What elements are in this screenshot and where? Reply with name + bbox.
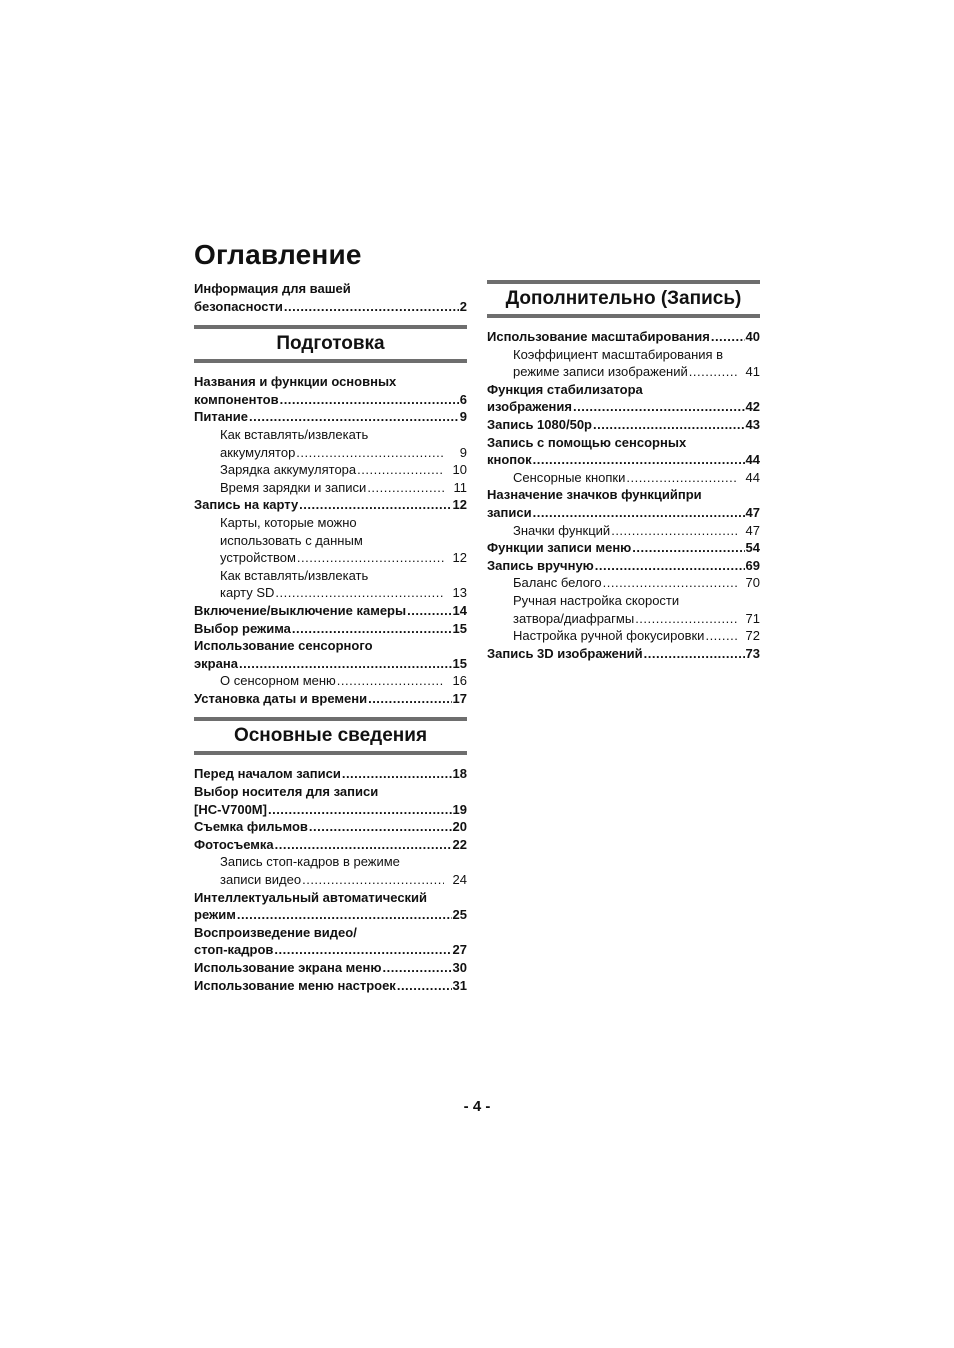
toc-entry[interactable] (194, 783, 467, 818)
toc-entry[interactable] (487, 486, 760, 521)
toc-entry-title-line: Функция стабилизатора (487, 381, 643, 397)
toc-entry-title: безопасности (194, 298, 283, 314)
toc-page-number: 30 (452, 960, 467, 975)
dot-leader (237, 906, 452, 924)
toc-entry[interactable] (487, 539, 760, 557)
dot-leader (705, 627, 737, 645)
dot-leader (407, 602, 451, 620)
toc-page-number: 71 (745, 610, 760, 626)
toc-entry-title-line: Названия и функции основных (194, 374, 397, 390)
toc-entry-title: Запись на карту (194, 497, 299, 513)
toc-page-number: 31 (452, 977, 467, 993)
toc-page-number: 40 (745, 329, 760, 344)
toc-section (194, 325, 467, 707)
toc-page-number: 47 (745, 522, 760, 538)
toc-entry[interactable] (194, 836, 467, 854)
toc-entry[interactable] (194, 672, 467, 690)
toc-page-number: 15 (452, 655, 467, 671)
toc-page-number: 24 (452, 872, 467, 888)
toc-entry[interactable] (194, 889, 467, 924)
toc-entry-title: устройством (220, 550, 296, 566)
toc-page-number: 15 (452, 620, 467, 636)
toc-entry[interactable] (487, 346, 760, 381)
dot-leader (302, 871, 444, 889)
toc-entry[interactable] (194, 620, 467, 638)
toc-entry-title: изображения (487, 399, 572, 415)
dot-leader (280, 391, 459, 409)
toc-entry-title-line: Использование сенсорного (194, 638, 373, 654)
toc-page-number: 9 (459, 444, 467, 460)
toc-page-number: 54 (745, 540, 760, 556)
toc-entry-list (487, 328, 760, 662)
toc-entry[interactable] (194, 853, 467, 888)
toc-entry-title: режиме записи изображений (513, 364, 688, 380)
toc-page-number: 47 (745, 504, 760, 520)
toc-section (487, 280, 760, 662)
toc-entry-title-line: Запись стоп-кадров в режиме (220, 854, 400, 870)
dot-leader (309, 818, 452, 836)
dot-leader (367, 479, 444, 497)
toc-entry[interactable] (194, 514, 467, 567)
toc-page-number: 43 (745, 416, 760, 432)
toc-entry[interactable] (194, 461, 467, 479)
toc-entry-title: режим (194, 907, 236, 923)
toc-entry-title: Баланс белого (513, 575, 602, 591)
dot-leader (382, 959, 451, 977)
toc-entry[interactable] (194, 280, 467, 315)
dot-leader (533, 451, 745, 469)
toc-page-number: 14 (452, 602, 467, 618)
toc-page-number: 18 (452, 766, 467, 782)
toc-page-number: 12 (452, 550, 467, 566)
dot-leader (342, 765, 452, 783)
toc-entry[interactable] (487, 574, 760, 592)
toc-entry[interactable] (194, 977, 467, 995)
dot-leader (593, 416, 745, 434)
dot-leader (299, 496, 451, 514)
dot-leader (533, 504, 745, 522)
toc-entry-title-line: Назначение значков функцийпри (487, 487, 702, 503)
toc-page-number: 16 (452, 673, 467, 689)
dot-leader (635, 610, 737, 628)
toc-entry[interactable] (487, 557, 760, 575)
toc-page-number: 13 (452, 585, 467, 601)
toc-entry-title: Использование меню настроек (194, 977, 396, 993)
toc-entry[interactable] (487, 627, 760, 645)
toc-entry-title-line: Интеллектуальный автоматический (194, 889, 428, 905)
toc-entry-title-line: Как вставлять/извлекать (220, 426, 369, 442)
toc-entry[interactable] (487, 416, 760, 434)
dot-leader (274, 941, 451, 959)
dot-leader (711, 328, 745, 346)
toc-page-number: 41 (745, 364, 760, 380)
dot-leader (275, 836, 452, 854)
toc-page-number: 25 (452, 907, 467, 923)
toc-entry-title: карту SD (220, 585, 275, 601)
toc-entry-title: О сенсорном меню (220, 673, 336, 689)
toc-entry-title: затвора/диафрагмы (513, 610, 635, 626)
dot-leader (397, 977, 452, 995)
dot-leader (689, 363, 737, 381)
toc-page-number: 73 (745, 645, 760, 661)
dot-leader (297, 549, 444, 567)
dot-leader (611, 522, 737, 540)
toc-page-number: 69 (745, 557, 760, 573)
toc-entry[interactable] (487, 434, 760, 469)
toc-entry[interactable] (487, 381, 760, 416)
toc-entry-title: Время зарядки и записи (220, 479, 367, 495)
dot-leader (357, 461, 444, 479)
dot-leader (368, 690, 451, 708)
toc-entry[interactable] (194, 818, 467, 836)
toc-page-number: 20 (452, 819, 467, 835)
toc-entry-title-line: Коэффициент масштабирования в (513, 346, 724, 362)
toc-entry[interactable] (194, 496, 467, 514)
toc-entry-title: Перед началом записи (194, 766, 341, 782)
toc-entry-title: записи видео (220, 872, 302, 888)
toc-page-number: 42 (745, 399, 760, 415)
toc-entry-title: Сенсорные кнопки (513, 469, 626, 485)
toc-entry-title: Использование экрана меню (194, 960, 382, 975)
page-title: Оглавление (194, 239, 362, 270)
toc-entry[interactable] (194, 959, 467, 977)
section-heading: Подготовка (194, 325, 467, 363)
toc-left-column (194, 280, 467, 994)
toc-entry-title-line: Ручная настройка скорости (513, 592, 680, 608)
toc-entry-title: стоп-кадров (194, 942, 274, 958)
toc-entry-title: Использование масштабирования (487, 329, 710, 344)
toc-entry-title: кнопок (487, 452, 532, 468)
toc-entry-title: компонентов (194, 391, 279, 407)
toc-entry-title: экрана (194, 655, 238, 671)
dot-leader (573, 398, 745, 416)
toc-entry-title: Питание (194, 409, 249, 425)
toc-entry[interactable] (194, 567, 467, 602)
toc-page-number: 17 (452, 690, 467, 706)
section-heading: Основные сведения (194, 717, 467, 755)
toc-entry[interactable] (194, 602, 467, 620)
dot-leader (249, 408, 459, 426)
toc-entry-title-line: Запись с помощью сенсорных (487, 434, 687, 450)
toc-page-number: 11 (453, 479, 467, 495)
toc-entry-title-line: Информация для вашей (194, 281, 351, 296)
toc-entry-title: Функции записи меню (487, 540, 632, 556)
toc-entry-title: Фотосъемка (194, 836, 274, 852)
dot-leader (337, 672, 444, 690)
toc-entry-title-line: использовать с данным (220, 532, 363, 548)
toc-entry-title: [HC-V700M] (194, 801, 267, 817)
toc-entry[interactable] (194, 479, 467, 497)
toc-page-number: 44 (745, 469, 760, 485)
toc-entry-title: Установка даты и времени (194, 690, 368, 706)
dot-leader (603, 574, 737, 592)
dot-leader (296, 444, 444, 462)
toc-entry[interactable] (487, 645, 760, 663)
toc-entry-title: Выбор режима (194, 620, 291, 636)
toc-page-number: 6 (459, 391, 467, 407)
dot-leader (626, 469, 737, 487)
toc-entry[interactable] (194, 637, 467, 672)
toc-entry[interactable] (194, 924, 467, 959)
toc-page-number: 12 (452, 497, 467, 513)
dot-leader (644, 645, 745, 663)
toc-right-column (487, 280, 760, 662)
toc-entry[interactable] (194, 690, 467, 708)
toc-page-number: 22 (452, 836, 467, 852)
toc-entry[interactable] (194, 373, 467, 408)
toc-entry-title: записи (487, 504, 532, 520)
toc-entry[interactable] (487, 592, 760, 627)
toc-entry-title-line: Карты, которые можно (220, 514, 357, 530)
toc-entry-title: Включение/выключение камеры (194, 602, 407, 618)
toc-entry[interactable] (194, 408, 467, 426)
dot-leader (632, 539, 744, 557)
toc-entry[interactable] (194, 426, 467, 461)
toc-page-number: 9 (459, 409, 467, 425)
toc-page-number: 19 (452, 801, 467, 817)
toc-entry-list (194, 765, 467, 994)
toc-entry[interactable] (487, 522, 760, 540)
toc-section (194, 717, 467, 994)
toc-entry[interactable] (487, 328, 760, 346)
toc-entry-title: Настройка ручной фокусировки (513, 628, 705, 644)
toc-entry-list (194, 373, 467, 707)
dot-leader (292, 620, 452, 638)
toc-page-number: 70 (745, 575, 760, 591)
toc-entry-title: Значки функций (513, 522, 611, 538)
toc-entry-title-line: Выбор носителя для записи (194, 784, 379, 800)
dot-leader (268, 801, 452, 819)
dot-leader (275, 584, 444, 602)
section-heading: Дополнительно (Запись) (487, 280, 760, 318)
toc-page-number: 44 (745, 452, 760, 468)
toc-entry-title: Запись 1080/50p (487, 416, 592, 432)
toc-page-number: 72 (745, 628, 760, 644)
toc-entry-title: Зарядка аккумулятора (220, 462, 357, 478)
toc-entry-title: аккумулятор (220, 444, 296, 460)
toc-page-number: 2 (459, 298, 467, 314)
toc-entry-title: Запись вручную (487, 557, 594, 573)
toc-entry-title-line: Как вставлять/извлекать (220, 567, 369, 583)
toc-entry[interactable] (194, 765, 467, 783)
toc-entry-title-line: Воспроизведение видео/ (194, 924, 357, 940)
toc-entry-title: Съемка фильмов (194, 819, 308, 835)
page-number: - 4 - (463, 1098, 491, 1115)
dot-leader (284, 298, 459, 316)
toc-page-number: 10 (452, 462, 467, 478)
toc-entry-title: Запись 3D изображений (487, 645, 643, 661)
toc-entry[interactable] (487, 469, 760, 487)
toc-page-number: 27 (452, 942, 467, 958)
dot-leader (595, 557, 745, 575)
dot-leader (239, 655, 452, 673)
